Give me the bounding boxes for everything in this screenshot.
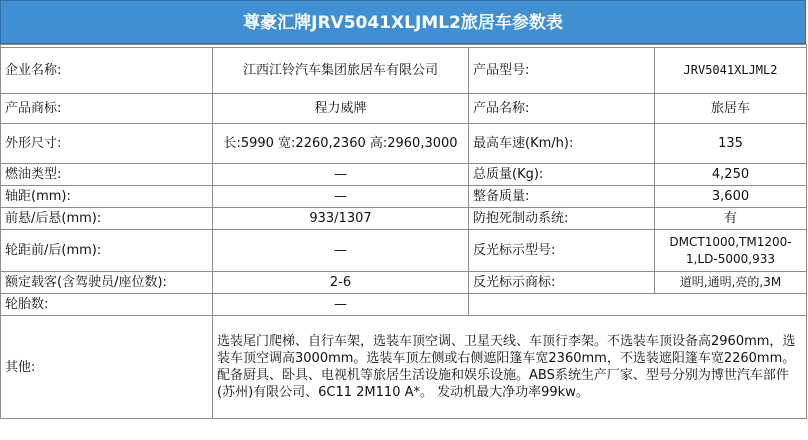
value-product-model: JRV5041XLJML2 xyxy=(655,48,807,94)
value-brand: 程力威牌 xyxy=(213,94,469,124)
label-wheelbase: 轴距(mm): xyxy=(1,186,213,208)
label-other: 其他: xyxy=(1,316,213,419)
row-passengers xyxy=(1,272,807,294)
value-company-name: 江西江铃汽车集团旅居车有限公司 xyxy=(213,48,469,94)
empty-cell xyxy=(469,294,807,316)
label-passengers: 额定载客(含驾驶员/座位数): xyxy=(1,272,213,294)
label-reflector-model: 反光标示型号: xyxy=(469,230,655,272)
row-tires xyxy=(1,294,807,316)
label-product-model: 产品型号: xyxy=(469,48,655,94)
label-tire-count: 轮胎数: xyxy=(1,294,213,316)
row-company xyxy=(1,48,807,94)
value-reflector-brand: 道明,通明,亮的,3M xyxy=(655,272,807,294)
label-brand: 产品商标: xyxy=(1,94,213,124)
spec-table xyxy=(0,44,807,419)
value-max-speed: 135 xyxy=(655,124,807,164)
value-reflector-model: DMCT1000,TM1200-1,LD-5000,933 xyxy=(655,230,807,272)
label-track: 轮距前/后(mm): xyxy=(1,230,213,272)
value-dimensions: 长:5990 宽:2260,2360 高:2960,3000 xyxy=(213,124,469,164)
value-product-name: 旅居车 xyxy=(655,94,807,124)
row-wheelbase xyxy=(1,186,807,208)
value-gross-mass: 4,250 xyxy=(655,164,807,186)
row-other xyxy=(1,316,807,419)
label-fuel-type: 燃油类型: xyxy=(1,164,213,186)
value-overhang: 933/1307 xyxy=(213,208,469,230)
label-reflector-brand: 反光标示商标: xyxy=(469,272,655,294)
label-abs: 防抱死制动系统: xyxy=(469,208,655,230)
value-curb-mass: 3,600 xyxy=(655,186,807,208)
row-track xyxy=(1,230,807,272)
value-abs: 有 xyxy=(655,208,807,230)
row-size xyxy=(1,124,807,164)
label-dimensions: 外形尺寸: xyxy=(1,124,213,164)
row-overhang xyxy=(1,208,807,230)
sheet-title: 尊豪汇牌JRV5041XLJML2旅居车参数表 xyxy=(0,0,806,44)
label-company-name: 企业名称: xyxy=(1,48,213,94)
label-gross-mass: 总质量(Kg): xyxy=(469,164,655,186)
value-passengers: 2-6 xyxy=(213,272,469,294)
value-wheelbase: — xyxy=(213,186,469,208)
label-overhang: 前悬/后悬(mm): xyxy=(1,208,213,230)
label-max-speed: 最高车速(Km/h): xyxy=(469,124,655,164)
row-fuel xyxy=(1,164,807,186)
value-track: — xyxy=(213,230,469,272)
label-curb-mass: 整备质量: xyxy=(469,186,655,208)
label-product-name: 产品名称: xyxy=(469,94,655,124)
row-brand xyxy=(1,94,807,124)
value-fuel-type: — xyxy=(213,164,469,186)
value-other-notes: 选装尾门爬梯、自行车架，选装车顶空调、卫星天线、车顶行李架。不选装车顶设备高2960mm，选装车顶空调高3000mm。选装车顶左侧或右侧遮阳篷车宽2360mm，不选装遮阳篷车宽2260mm。配备厨具、卧具、电视机等旅居生活设施和娱乐设施。ABS系统生产厂家、型号分别为博世汽车部件(苏州)有限公司、6C11 2M110 A*。 发动机最大净功率99kw。 xyxy=(213,316,807,419)
value-tire-count: — xyxy=(213,294,469,316)
